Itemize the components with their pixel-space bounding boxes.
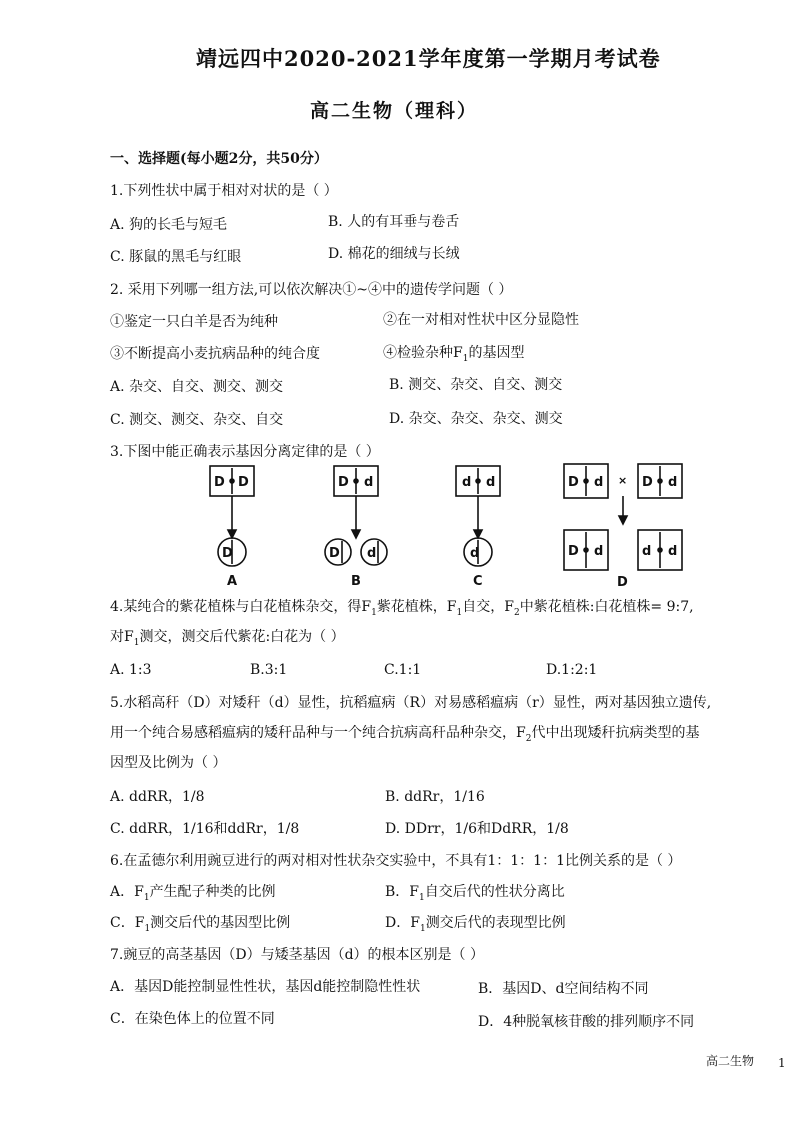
q6-option-d: D．$F_1$测交后代的表现型比例 [385, 915, 566, 934]
q1-stem: 1.下列性状中属于相对对状的是（ ） [110, 183, 338, 199]
cross-symbol: × [618, 474, 628, 487]
q4-option-b: B.3:1 [250, 662, 288, 678]
gene-label: D [214, 475, 225, 490]
gene-label: D [568, 544, 579, 559]
q2-item-1: ①鉴定一只白羊是否为纯种 [110, 314, 278, 330]
gene-label: d [668, 544, 678, 559]
q2-item-4: ④检验杂种$F_1$的基因型 [383, 345, 525, 364]
q5-stem-line3: 因型及比例为（ ） [110, 755, 227, 771]
gene-label: d [594, 475, 604, 490]
gene-label: d [594, 544, 604, 559]
q7-option-a: A．基因D能控制显性性状，基因d能控制隐性性状 [110, 979, 421, 995]
q6-option-c: C．$F_1$测交后代的基因型比例 [110, 915, 291, 934]
q2-option-c: C. 测交、测交、杂交、自交 [110, 412, 284, 428]
diagram-label-d: D [617, 575, 628, 590]
q5-option-c: C. ddRR，1/16和ddRr，1/8 [110, 821, 300, 837]
diagram-label-a: A [227, 574, 238, 589]
q5-stem-line2: 用一个纯合易感稻瘟病的矮秆品种与一个纯合抗病高秆品种杂交，$F_2$代中出现矮秆抗病类型的基 [110, 725, 700, 744]
gene-segregation-diagram [180, 460, 700, 590]
gene-label: d [367, 546, 377, 561]
q1-option-d: D. 棉花的细绒与长绒 [328, 246, 460, 262]
footer-subject: 高二生物 [706, 1054, 755, 1068]
gene-label: d [668, 475, 678, 490]
gene-label: d [462, 475, 472, 490]
section-heading: 一、选择题(每小题2分，共50分） [110, 151, 328, 167]
q7-stem: 7.豌豆的高茎基因（D）与矮茎基因（d）的根本区别是（ ） [110, 947, 484, 963]
footer-page-number: 1 [778, 1056, 786, 1070]
q2-option-a: A. 杂交、自交、测交、测交 [110, 379, 284, 395]
page-title: 靖远四中2020-2021学年度第一学期月考试卷 [196, 46, 661, 71]
diagram-label-c: C [473, 574, 483, 589]
gene-label: D [238, 475, 249, 490]
q6-option-b: B．$F_1$自交后代的性状分离比 [385, 884, 565, 903]
q1-option-c: C. 豚鼠的黑毛与红眼 [110, 249, 242, 265]
gene-label: d [486, 475, 496, 490]
q4-stem-line1: 4.某纯合的紫花植株与白花植株杂交，得$F_1$紫花植株，$F_1$自交，$F_2$中紫花植株:白花植株= 9:7, [110, 599, 694, 618]
q6-stem: 6.在孟德尔利用豌豆进行的两对相对性状杂交实验中，不具有1：1：1：1比例关系的是（ ） [110, 853, 682, 869]
q4-option-d: D.1:2:1 [546, 662, 598, 678]
q2-item-2: ②在一对相对性状中区分显隐性 [383, 312, 579, 328]
page-subtitle: 高二生物（理科） [310, 100, 479, 122]
gene-label: D [568, 475, 579, 490]
gene-label: d [364, 475, 374, 490]
q5-option-b: B. ddRr，1/16 [385, 789, 485, 805]
q4-option-c: C.1:1 [384, 662, 422, 678]
q4-option-a: A. 1:3 [110, 662, 152, 678]
gene-label: D [642, 475, 653, 490]
diagram-label-b: B [351, 574, 361, 589]
gene-label: D [222, 546, 233, 561]
q2-item-3: ③不断提高小麦抗病品种的纯合度 [110, 346, 320, 362]
q2-stem: 2. 采用下列哪一组方法,可以依次解决①~④中的遗传学问题（ ） [110, 282, 513, 298]
q4-stem-line2: 对$F_1$测交，测交后代紫花:白花为（ ） [110, 629, 345, 648]
q1-option-b: B. 人的有耳垂与卷舌 [328, 214, 460, 230]
q2-option-d: D. 杂交、杂交、杂交、测交 [389, 411, 563, 427]
q7-option-c: C．在染色体上的位置不同 [110, 1011, 275, 1027]
gene-label: D [338, 475, 349, 490]
gene-label: d [470, 546, 480, 561]
q2-option-b: B. 测交、杂交、自交、测交 [389, 377, 563, 393]
q7-option-b: B．基因D、d空间结构不同 [478, 981, 649, 997]
q5-option-d: D. DDrr，1/6和DdRR，1/8 [385, 821, 569, 837]
q5-stem-line1: 5.水稻高秆（D）对矮秆（d）显性，抗稻瘟病（R）对易感稻瘟病（r）显性，两对基因独立遗传, [110, 695, 712, 711]
q7-option-d: D．4种脱氧核苷酸的排列顺序不同 [478, 1014, 695, 1030]
gene-label: D [329, 546, 340, 561]
q3-stem: 3.下图中能正确表示基因分离定律的是（ ） [110, 444, 380, 460]
q6-option-a: A．$F_1$产生配子种类的比例 [110, 884, 276, 903]
q5-option-a: A. ddRR，1/8 [110, 789, 205, 805]
q1-option-a: A. 狗的长毛与短毛 [110, 217, 228, 233]
gene-label: d [642, 544, 652, 559]
